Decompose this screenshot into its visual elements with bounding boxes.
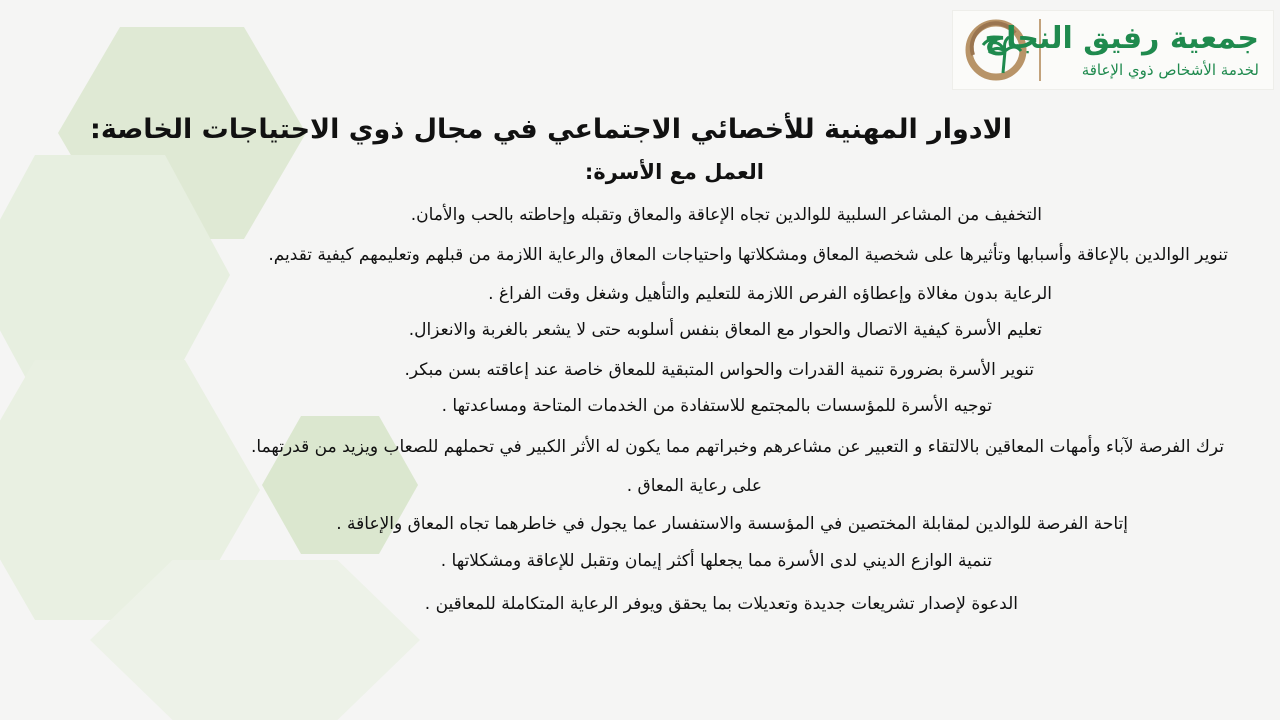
list-item: تنوير الأسرة بضرورة تنمية القدرات والحواس المتبقية للمعاق خاصة عند إعاقته بسن مبكر. bbox=[404, 360, 1034, 380]
list-item: الرعاية بدون مغالاة وإعطاؤه الفرص اللازمة للتعليم والتأهيل وشغل وقت الفراغ . bbox=[488, 284, 1052, 304]
list-item: إتاحة الفرصة للوالدين لمقابلة المختصين في المؤسسة والاستفسار عما يجول في خاطرهما تجاه المعاق والإعاقة . bbox=[336, 514, 1128, 534]
organization-name: جمعية رفيق النجاح bbox=[984, 21, 1259, 56]
list-item: ترك الفرصة لآباء وأمهات المعاقين بالالتقاء و التعبير عن مشاعرهم وخبراتهم مما يكون له الأثر الكبير في تحملهم للصعاب ويزيد من قدرتهما. bbox=[250, 437, 1224, 457]
list-item: توجيه الأسرة للمؤسسات بالمجتمع للاستفادة من الخدمات المتاحة ومساعدتها . bbox=[441, 396, 992, 416]
list-item: على رعاية المعاق . bbox=[626, 476, 762, 496]
list-item: التخفيف من المشاعر السلبية للوالدين تجاه الإعاقة والمعاق وتقبله وإحاطته بالحب والأمان. bbox=[410, 205, 1042, 225]
list-item: تنمية الوازع الديني لدى الأسرة مما يجعلها أكثر إيمان وتقبل للإعاقة ومشكلاتها . bbox=[440, 551, 992, 571]
list-item: تنوير الوالدين بالإعاقة وأسبابها وتأثيرها على شخصية المعاق ومشكلاتها واحتياجات المعاق والرعاية اللازمة من قبلهم وتعليمهم كيفية تقديم. bbox=[268, 245, 1228, 265]
list-item: الدعوة لإصدار تشريعات جديدة وتعديلات بما يحقق ويوفر الرعاية المتكاملة للمعاقين . bbox=[424, 594, 1018, 614]
slide-title: الادوار المهنية للأخصائي الاجتماعي في مجال ذوي الاحتياجات الخاصة: bbox=[90, 114, 1012, 145]
list-item: تعليم الأسرة كيفية الاتصال والحوار مع المعاق بنفس أسلوبه حتى لا يشعر بالغربة والانعزال. bbox=[408, 320, 1042, 340]
section-heading: العمل مع الأسرة: bbox=[584, 160, 764, 184]
organization-tagline: لخدمة الأشخاص ذوي الإعاقة bbox=[1081, 61, 1259, 79]
